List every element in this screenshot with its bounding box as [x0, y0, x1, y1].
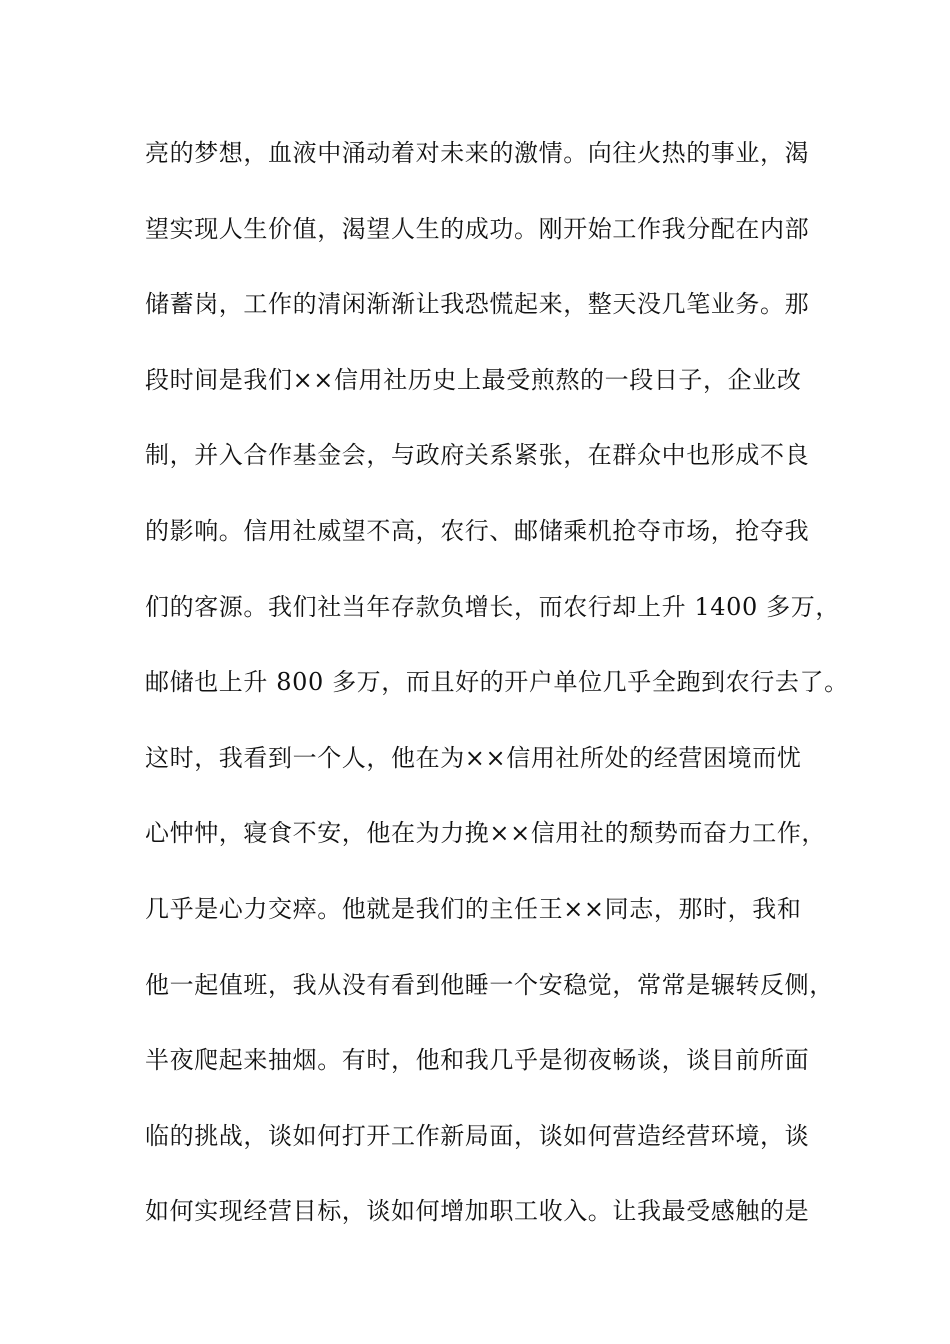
text-line: 亮的梦想，血液中涌动着对未来的激情。向往火热的事业，渴	[145, 139, 810, 167]
text-line: 如何实现经营目标，谈如何增加职工收入。让我最受感触的是	[145, 1197, 810, 1226]
text-line: 制，并入合作基金会，与政府关系紧张，在群众中也形成不良	[145, 441, 810, 470]
text-line: 段时间是我们××信用社历史上最受煎熬的一段日子，企业改	[145, 365, 802, 394]
text-line: 几乎是心力交瘁。他就是我们的主任王××同志，那时，我和	[145, 894, 802, 923]
text-line: 邮储也上升 800 多万，而且好的开户单位几乎全跑到农行去了。	[145, 668, 849, 697]
text-line: 心忡忡，寝食不安，他在为力挽××信用社的颓势而奋力工作，	[145, 819, 827, 848]
text-line: 这时，我看到一个人，他在为××信用社所处的经营困境而忧	[145, 743, 802, 772]
body-text	[145, 128, 849, 1262]
text-line: 们的客源。我们社当年存款负增长，而农行却上升 1400 多万，	[145, 592, 840, 621]
text-line: 临的挑战，谈如何打开工作新局面，谈如何营造经营环境，谈	[145, 1121, 810, 1150]
text-line: 望实现人生价值，渴望人生的成功。刚开始工作我分配在内部	[145, 214, 810, 243]
text-line: 的影响。信用社威望不高，农行、邮储乘机抢夺市场，抢夺我	[145, 516, 810, 545]
text-line: 储蓄岗，工作的清闲渐渐让我恐慌起来，整天没几笔业务。那	[145, 290, 810, 319]
text-line: 他一起值班，我从没有看到他睡一个安稳觉，常常是辗转反侧，	[145, 970, 834, 999]
text-line: 半夜爬起来抽烟。有时，他和我几乎是彻夜畅谈，谈目前所面	[145, 1046, 810, 1075]
